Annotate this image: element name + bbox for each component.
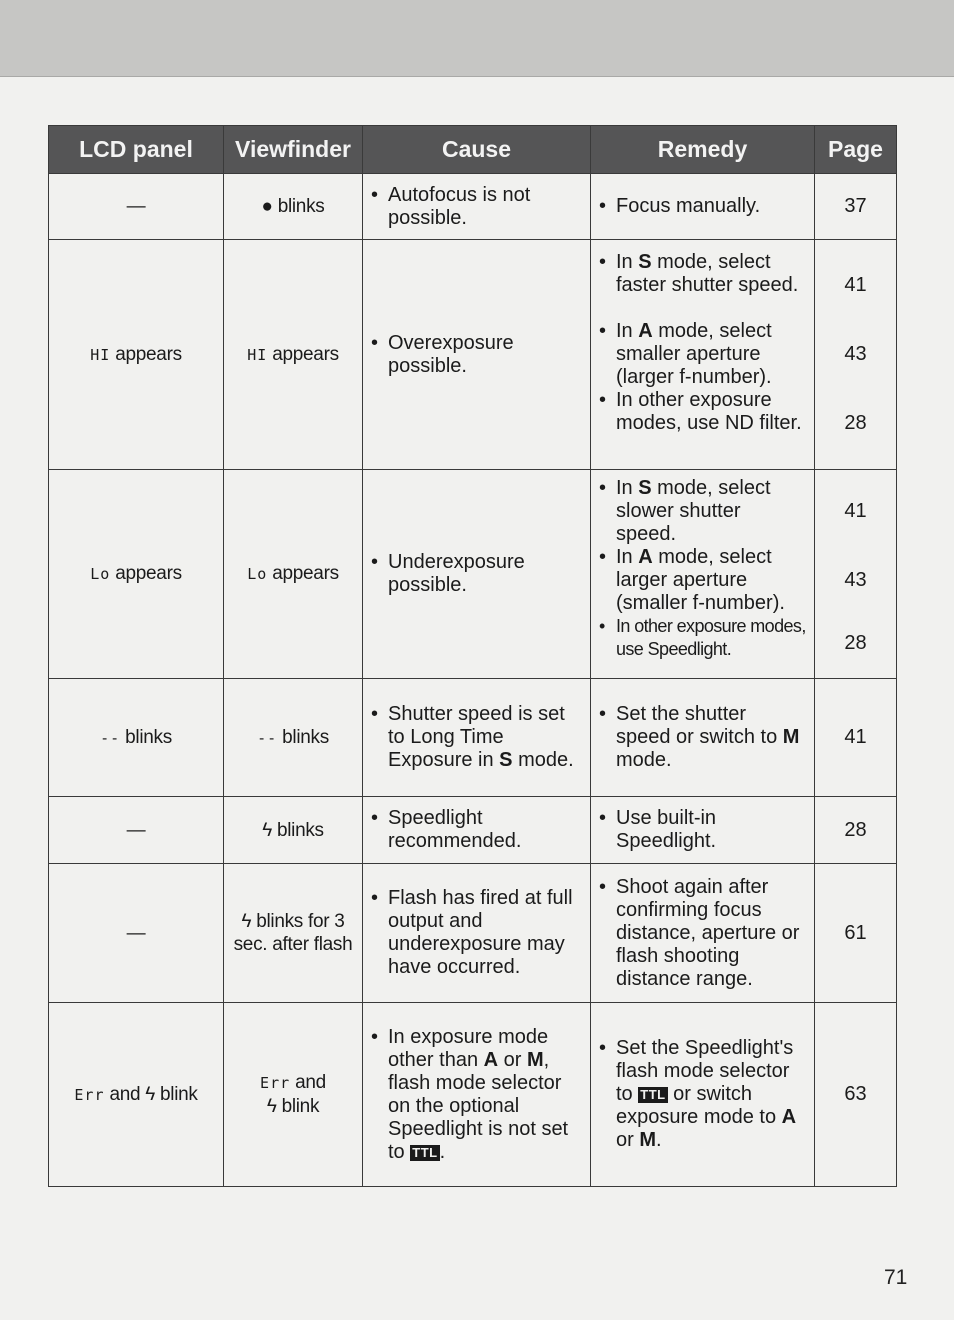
lcd-dash-symbol: -- xyxy=(100,728,121,747)
ttl-icon: TTL xyxy=(412,1144,438,1160)
page-cell: 28 xyxy=(815,797,897,864)
page-cell: 41 xyxy=(815,679,897,797)
table-row xyxy=(49,1003,897,1187)
vf-hi-symbol: HI xyxy=(247,345,268,364)
cause-cell: • Autofocus is not possible. xyxy=(363,174,591,240)
lcd-cell: — xyxy=(49,174,224,240)
lcd-hi-symbol: HI xyxy=(90,345,111,364)
cause-cell: • Flash has fired at full output and underexposure may have occurred. xyxy=(363,864,591,1003)
lcd-viewfinder-troubleshooting-table xyxy=(48,125,897,1187)
header-remedy: Remedy xyxy=(591,126,815,174)
viewfinder-cell: -- blinks xyxy=(224,679,363,797)
viewfinder-cell: Lo appears xyxy=(224,470,363,679)
flash-icon: ϟ xyxy=(241,911,252,932)
top-header-band xyxy=(0,0,954,77)
header-cause: Cause xyxy=(363,126,591,174)
viewfinder-cell: HI appears xyxy=(224,240,363,470)
lcd-cell: Lo appears xyxy=(49,470,224,679)
ttl-icon: TTL xyxy=(640,1087,666,1102)
cause-cell: • Speedlight recommended. xyxy=(363,797,591,864)
flash-icon: ϟ xyxy=(266,1096,277,1117)
page-cell: 41 43 28 xyxy=(815,240,897,470)
page-number: 71 xyxy=(884,1266,908,1289)
vf-lo-symbol: Lo xyxy=(247,565,268,583)
page-cell: 41 43 28 xyxy=(815,470,897,679)
table-row xyxy=(49,797,897,864)
flash-icon: ϟ xyxy=(145,1083,156,1105)
vf-err-symbol: Err xyxy=(260,1074,291,1092)
viewfinder-cell: ϟ blinks xyxy=(224,797,363,864)
remedy-cell: • Shoot again after confirming focus distance, aperture or flash shooting distance range. xyxy=(591,864,815,1003)
viewfinder-cell: Err and ϟ blink xyxy=(224,1003,363,1187)
remedy-cell: • In S mode, select slower shutter speed. • In A mode, select larger aperture (smaller f-number). • In other exposure modes, use Speedlight. xyxy=(591,470,815,679)
lcd-cell: HI appears xyxy=(49,240,224,470)
viewfinder-cell: ϟ blinks for 3 sec. after flash xyxy=(224,864,363,1003)
lcd-err-symbol: Err xyxy=(74,1085,105,1104)
table-row xyxy=(49,864,897,1003)
lcd-cell: -- blinks xyxy=(49,679,224,797)
cause-cell: • Overexposure possible. xyxy=(363,240,591,470)
table-row xyxy=(49,679,897,797)
cause-cell: • Shutter speed is set to Long Time Exposure in S mode. xyxy=(363,679,591,797)
remedy-cell: • Focus manually. xyxy=(591,174,815,240)
vf-dash-symbol: -- xyxy=(257,728,278,747)
cause-cell: • Underexposure possible. xyxy=(363,470,591,679)
table-row xyxy=(49,174,897,240)
header-lcd-panel: LCD panel xyxy=(49,126,224,174)
viewfinder-cell: ● blinks xyxy=(224,174,363,240)
table-header-row xyxy=(49,126,897,174)
dot-icon: ● xyxy=(261,196,273,217)
table-row xyxy=(49,470,897,679)
remedy-cell: • In S mode, select faster shutter speed. • In A mode, select smaller aperture (larger f-number). • In other exposure modes, use ND filter. xyxy=(591,240,815,470)
remedy-cell: • Set the shutter speed or switch to M mode. xyxy=(591,679,815,797)
page-cell: 61 xyxy=(815,864,897,1003)
remedy-cell: • Set the Speedlight's flash mode selector to TTL or switch exposure mode to A or M. xyxy=(591,1003,815,1187)
page-cell: 37 xyxy=(815,174,897,240)
lcd-cell: — xyxy=(49,864,224,1003)
cause-cell: • In exposure mode other than A or M, flash mode selector on the optional Speedlight is not set to TTL . xyxy=(363,1003,591,1187)
table-row xyxy=(49,240,897,470)
flash-icon: ϟ xyxy=(262,819,272,841)
remedy-cell: • Use built-in Speedlight. xyxy=(591,797,815,864)
page-cell: 63 xyxy=(815,1003,897,1187)
header-page: Page xyxy=(815,126,897,174)
lcd-cell: Err and ϟ blink xyxy=(49,1003,224,1187)
header-viewfinder: Viewfinder xyxy=(224,126,363,174)
lcd-lo-symbol: Lo xyxy=(90,565,111,583)
lcd-cell: — xyxy=(49,797,224,864)
